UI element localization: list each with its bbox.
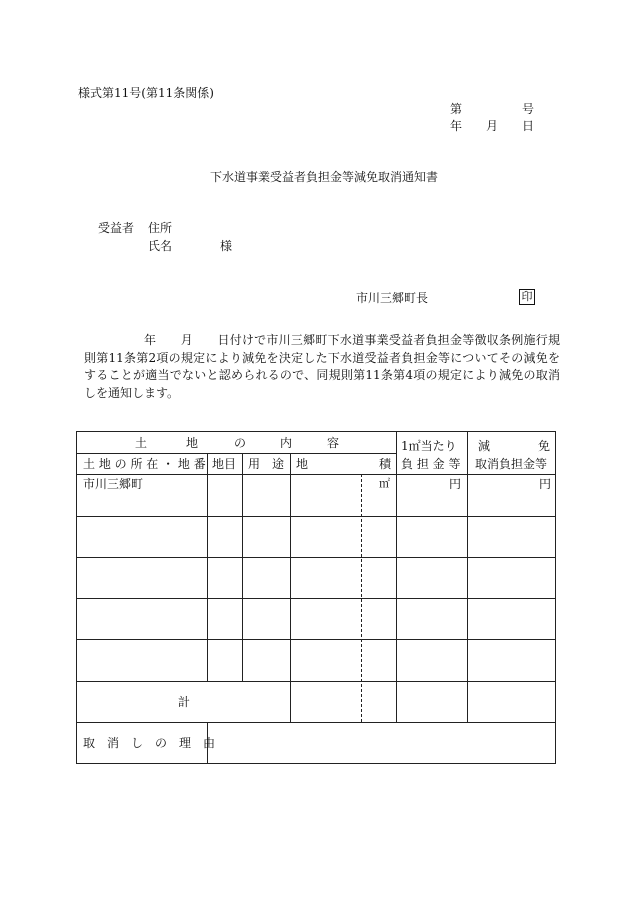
form-number: 様式第11号(第11条関係)	[78, 86, 214, 100]
first-row-per-sqm-unit: 円	[449, 477, 462, 491]
body-text: 年 月 日付けで市川三郷町下水道事業受益者負担金等徴収条例施行規則第11条第2項の規定により減免を決定した下水道受益者負担金等についてその減免をすることが適当でないと認められるので、同規則第11条第4項の規定により減免の取消しを通知します。	[84, 333, 560, 400]
first-row-location: 市川三郷町	[83, 477, 144, 491]
date-day: 日	[522, 119, 535, 133]
land-category-column-header: 地目	[212, 457, 237, 471]
land-contents-header-char-3: の	[234, 436, 247, 450]
date-month: 月	[486, 119, 499, 133]
land-contents-header-char-2: 地	[186, 436, 199, 450]
date-year: 年	[450, 119, 463, 133]
area-column-header-left: 地	[296, 457, 309, 471]
seal-mark: 印	[519, 289, 535, 305]
document-title: 下水道事業受益者負担金等減免取消通知書	[210, 170, 439, 184]
land-table	[76, 431, 556, 764]
honorific: 様	[220, 239, 233, 253]
first-row-reduction-unit: 円	[539, 477, 552, 491]
reduction-header-right: 免	[538, 439, 551, 453]
reduction-header-left: 減	[478, 439, 491, 453]
issuer-name: 市川三郷町長	[356, 291, 429, 305]
reason-label: 取 消 し の 理 由	[83, 736, 216, 750]
first-row-area-unit: ㎡	[379, 477, 390, 490]
reduction-header-line2: 取消負担金等	[475, 457, 548, 471]
per-sqm-header-line2: 負 担 金 等	[401, 457, 461, 471]
usage-column-header: 用 途	[248, 457, 285, 471]
address-label: 住所	[148, 221, 173, 235]
doc-number-suffix: 号	[522, 102, 535, 116]
land-contents-header-char-1: 土	[135, 436, 148, 450]
location-column-header: 土 地 の 所 在 ・ 地 番	[83, 457, 206, 471]
land-contents-header-char-5: 容	[327, 436, 340, 450]
area-column-header-right: 積	[379, 457, 392, 471]
name-label: 氏名	[148, 239, 173, 253]
doc-number-prefix: 第	[450, 102, 463, 116]
recipient-label: 受益者	[98, 221, 135, 235]
per-sqm-header-line1: 1㎡当たり	[401, 439, 457, 453]
total-label: 計	[178, 695, 191, 709]
land-contents-header-char-4: 内	[280, 436, 293, 450]
